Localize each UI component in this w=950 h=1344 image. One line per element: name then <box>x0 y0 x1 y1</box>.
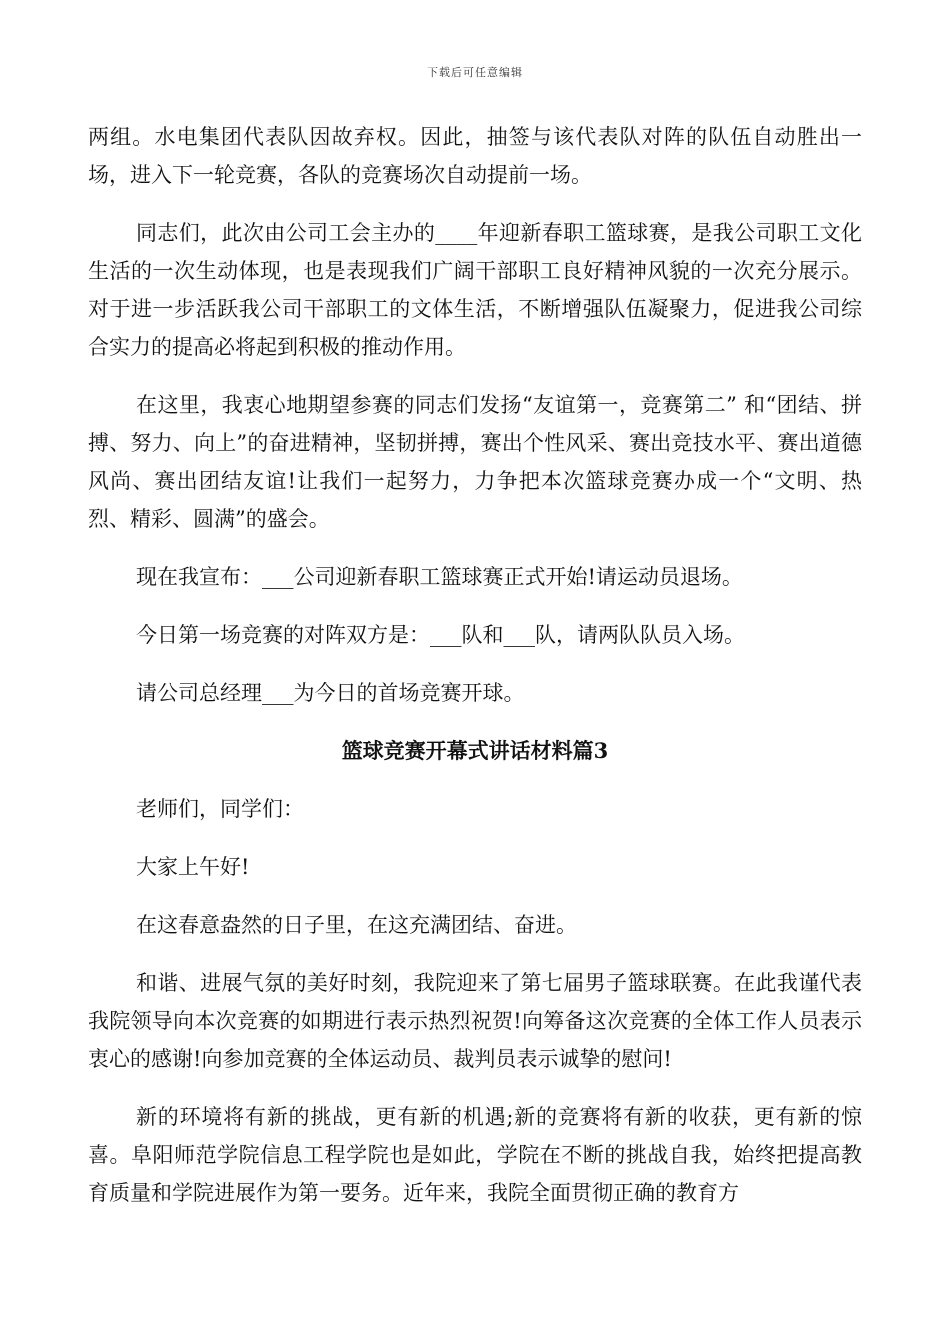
paragraph: 大家上午好! <box>136 855 250 879</box>
paragraph: 现在我宣布：___公司迎新春职工篮球赛正式开始!请运动员退场。 <box>136 565 743 589</box>
paragraph: 和谐、进展气氛的美好时刻，我院迎来了第七届男子篮球联赛。在此我谨代表我院领导向本次竞赛的如期进行表示热烈祝贺!向筹备这次竞赛的全体工作人员表示衷心的感谢!向参加竞赛的全体运动员、裁判员表示诚挚的慰问! <box>88 971 862 1071</box>
document-body <box>88 118 862 1232</box>
paragraph: 新的环境将有新的挑战，更有新的机遇;新的竞赛将有新的收获，更有新的惊喜。阜阳师范学院信息工程学院也是如此，学院在不断的挑战自我，始终把提高教育质量和学院进展作为第一要务。近年来，我院全面贯彻正确的教育方 <box>88 1105 862 1205</box>
page-header: 下载后可任意编辑 <box>427 66 523 79</box>
paragraph: 老师们，同学们： <box>136 797 304 821</box>
paragraph: 在这里，我衷心地期望参赛的同志们发扬“友谊第一，竞赛第二” 和“团结、拼搏、努力、向上”的奋进精神，坚韧拼搏，赛出个性风采、赛出竞技水平、赛出道德风尚、赛出团结友谊!让我们一起努力，力争把本次篮球竞赛办成一个“文明、热烈、精彩、圆满”的盛会。 <box>88 393 862 531</box>
paragraph: 同志们，此次由公司工会主办的____年迎新春职工篮球赛，是我公司职工文化生活的一次生动体现，也是表现我们广阔干部职工良好精神风貌的一次充分展示。对于进一步活跃我公司干部职工的文体生活，不断增强队伍凝聚力，促进我公司综合实力的提高必将起到积极的推动作用。 <box>88 221 862 359</box>
paragraph: 今日第一场竞赛的对阵双方是：___队和___队，请两队队员入场。 <box>136 623 745 647</box>
paragraph: 请公司总经理___为今日的首场竞赛开球。 <box>136 681 525 705</box>
paragraph: 两组。水电集团代表队因故弃权。因此，抽签与该代表队对阵的队伍自动胜出一场，进入下一轮竞赛，各队的竞赛场次自动提前一场。 <box>88 125 862 187</box>
paragraph: 在这春意盎然的日子里，在这充满团结、奋进。 <box>136 913 577 937</box>
section-title: 篮球竞赛开幕式讲话材料篇3 <box>341 738 609 763</box>
